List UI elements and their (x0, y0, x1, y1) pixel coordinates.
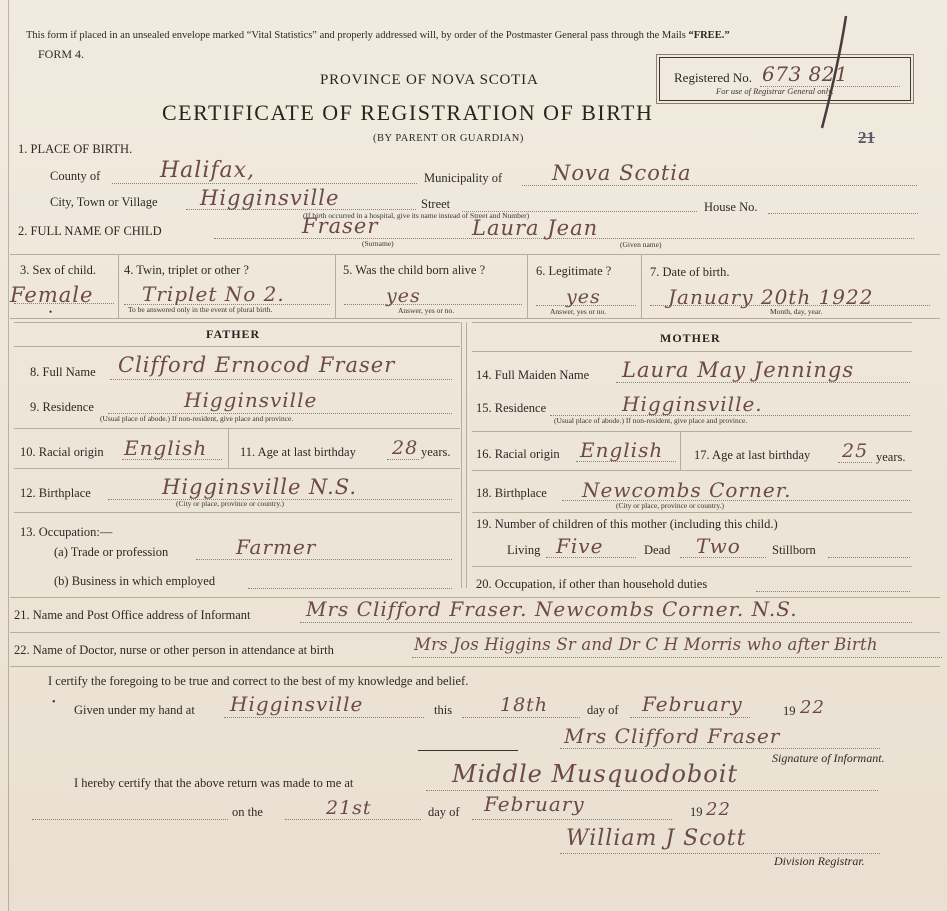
twin-label: 4. Twin, triplet or other ? (124, 263, 249, 277)
father-race-label: 10. Racial origin (20, 445, 104, 459)
date-of-birth-note: Month, day, year. (770, 307, 823, 316)
date-of-birth-label: 7. Date of birth. (650, 265, 730, 279)
dead-label: Dead (644, 543, 671, 557)
given-year-prefix: 19 (783, 704, 796, 718)
given-name-caption: (Given name) (620, 240, 662, 249)
surname-caption: (Surname) (362, 239, 394, 248)
registrar-day-value: 21st (326, 797, 372, 819)
mother-years-label: years. (876, 450, 906, 464)
living-label: Living (507, 543, 541, 557)
father-name-label: 8. Full Name (30, 365, 96, 379)
pen-stroke-mark (812, 12, 852, 132)
registrar-day-of-label: day of (428, 805, 460, 819)
born-alive-note: Answer, yes or no. (398, 306, 455, 315)
form-number: FORM 4. (38, 47, 85, 61)
mailing-notice: This form if placed in an unsealed envelope marked “Vital Statistics” and properly addressed will, by order of the Postmaster General pass through the Mails “FREE.” (26, 30, 730, 41)
this-label: this (434, 703, 453, 717)
registrar-place-value: Middle Musquodoboit (452, 760, 739, 788)
stillborn-label: Stillborn (772, 543, 816, 557)
free-label: “FREE.” (688, 30, 730, 41)
ink-dot: • (52, 697, 56, 708)
father-years-label: years. (421, 445, 451, 459)
given-month-value: February (642, 692, 743, 716)
legitimate-value: yes (566, 286, 601, 308)
mother-race-label: 16. Racial origin (476, 447, 560, 461)
county-label: County of (50, 169, 101, 183)
registered-label: Registered No. (674, 70, 752, 85)
twin-note: To be answered only in the event of plural birth. (128, 305, 273, 314)
father-residence-label: 9. Residence (30, 400, 94, 414)
certify-statement: I certify the foregoing to be true and correct to the best of my knowledge and belief. (48, 674, 469, 688)
mother-residence-label: 15. Residence (476, 401, 547, 415)
place-of-birth-label: 1. PLACE OF BIRTH. (18, 142, 133, 156)
informant-signature-caption: Signature of Informant. (772, 751, 885, 765)
mother-residence-note: (Usual place of abode.) If non-resident, give place and province. (554, 416, 748, 425)
mother-birthplace-note: (City or place, province or country.) (616, 501, 725, 510)
mother-heading: MOTHER (660, 331, 721, 345)
division-registrar-caption: Division Registrar. (774, 854, 865, 868)
informant-signature: Mrs Clifford Fraser (564, 724, 781, 748)
business-label: (b) Business in which employed (54, 574, 216, 588)
mother-birthplace-label: 18. Birthplace (476, 486, 547, 500)
given-year-value: 22 (800, 697, 825, 718)
registrar-year-prefix: 19 (690, 805, 703, 819)
stamp-number: 21 (858, 128, 875, 147)
informant-label: 21. Name and Post Office address of Informant (14, 608, 251, 622)
mother-name-label: 14. Full Maiden Name (476, 368, 590, 382)
registrar-month-value: February (484, 792, 585, 816)
ink-dot-2: • (49, 307, 53, 317)
registrar-signature: William J Scott (566, 826, 747, 851)
doctor-label: 22. Name of Doctor, nurse or other person in attendance at birth (14, 643, 334, 657)
registrar-year-value: 22 (706, 799, 731, 820)
legitimate-label: 6. Legitimate ? (536, 264, 612, 278)
mother-age-label: 17. Age at last birthday (694, 448, 811, 462)
father-birthplace-label: 12. Birthplace (20, 486, 91, 500)
father-age-value: 28 (392, 437, 419, 459)
legitimate-note: Answer, yes or no. (550, 307, 607, 316)
house-number-label: House No. (704, 200, 758, 214)
registrar-note: For use of Registrar General only. (716, 86, 834, 96)
province-title: PROVINCE OF NOVA SCOTIA (320, 72, 539, 88)
mother-age-value: 25 (842, 440, 869, 462)
trade-value: Farmer (236, 535, 317, 559)
born-alive-label: 5. Was the child born alive ? (343, 263, 486, 277)
occupation-label: 13. Occupation:— (20, 525, 113, 539)
twin-value: Triplet No 2. (142, 282, 285, 306)
given-place-value: Higginsville (230, 692, 364, 716)
doctor-value: Mrs Jos Higgins Sr and Dr C H Morris who after Birth (414, 635, 878, 654)
trade-label: (a) Trade or profession (54, 545, 169, 559)
sex-label: 3. Sex of child. (20, 263, 97, 277)
father-residence-note: (Usual place of abode.) If non-resident, give place and province. (100, 414, 294, 423)
living-value: Five (556, 534, 604, 558)
child-surname: Fraser (302, 214, 379, 238)
father-birthplace-note: (City or place, province or country.) (176, 499, 285, 508)
father-heading: FATHER (206, 327, 261, 341)
informant-value: Mrs Clifford Fraser. Newcombs Corner. N.S. (306, 597, 798, 621)
certificate-title: CERTIFICATE OF REGISTRATION OF BIRTH (162, 100, 654, 125)
mother-occupation-label: 20. Occupation, if other than household duties (476, 577, 708, 591)
registered-number: 673 821 (762, 62, 849, 86)
municipality-value: Nova Scotia (552, 161, 692, 185)
certificate-subtitle: (BY PARENT OR GUARDIAN) (373, 133, 524, 144)
dead-value: Two (696, 534, 741, 558)
county-value: Halifax, (160, 158, 256, 183)
given-day-of-label: day of (587, 703, 619, 717)
children-count-label: 19. Number of children of this mother (including this child.) (476, 517, 778, 531)
mother-residence-value: Higginsville. (622, 392, 763, 416)
registrar-statement: I hereby certify that the above return was made to me at (74, 776, 354, 790)
born-alive-value: yes (386, 285, 421, 307)
city-label: City, Town or Village (50, 195, 158, 209)
date-of-birth-value: January 20th 1922 (668, 285, 874, 309)
father-age-label: 11. Age at last birthday (240, 445, 356, 459)
father-name-value: Clifford Ernocod Fraser (118, 353, 396, 377)
father-birthplace-value: Higginsville N.S. (162, 475, 358, 499)
given-day-value: 18th (500, 694, 549, 716)
father-residence-value: Higginsville (184, 388, 318, 412)
mother-name-value: Laura May Jennings (622, 358, 855, 382)
municipality-label: Municipality of (424, 171, 503, 185)
street-label: Street (421, 197, 451, 211)
city-value: Higginsville (200, 186, 340, 210)
given-under-hand-label: Given under my hand at (74, 703, 195, 717)
child-name-label: 2. FULL NAME OF CHILD (18, 224, 162, 238)
mother-race-value: English (580, 438, 664, 462)
child-given-name: Laura Jean (472, 216, 599, 240)
sex-value: Female (10, 283, 94, 307)
hospital-note: (If birth occurred in a hospital, give its name instead of Street and Number) (303, 211, 530, 220)
father-race-value: English (124, 436, 208, 460)
on-the-label: on the (232, 805, 263, 819)
mother-birthplace-value: Newcombs Corner. (582, 478, 792, 502)
